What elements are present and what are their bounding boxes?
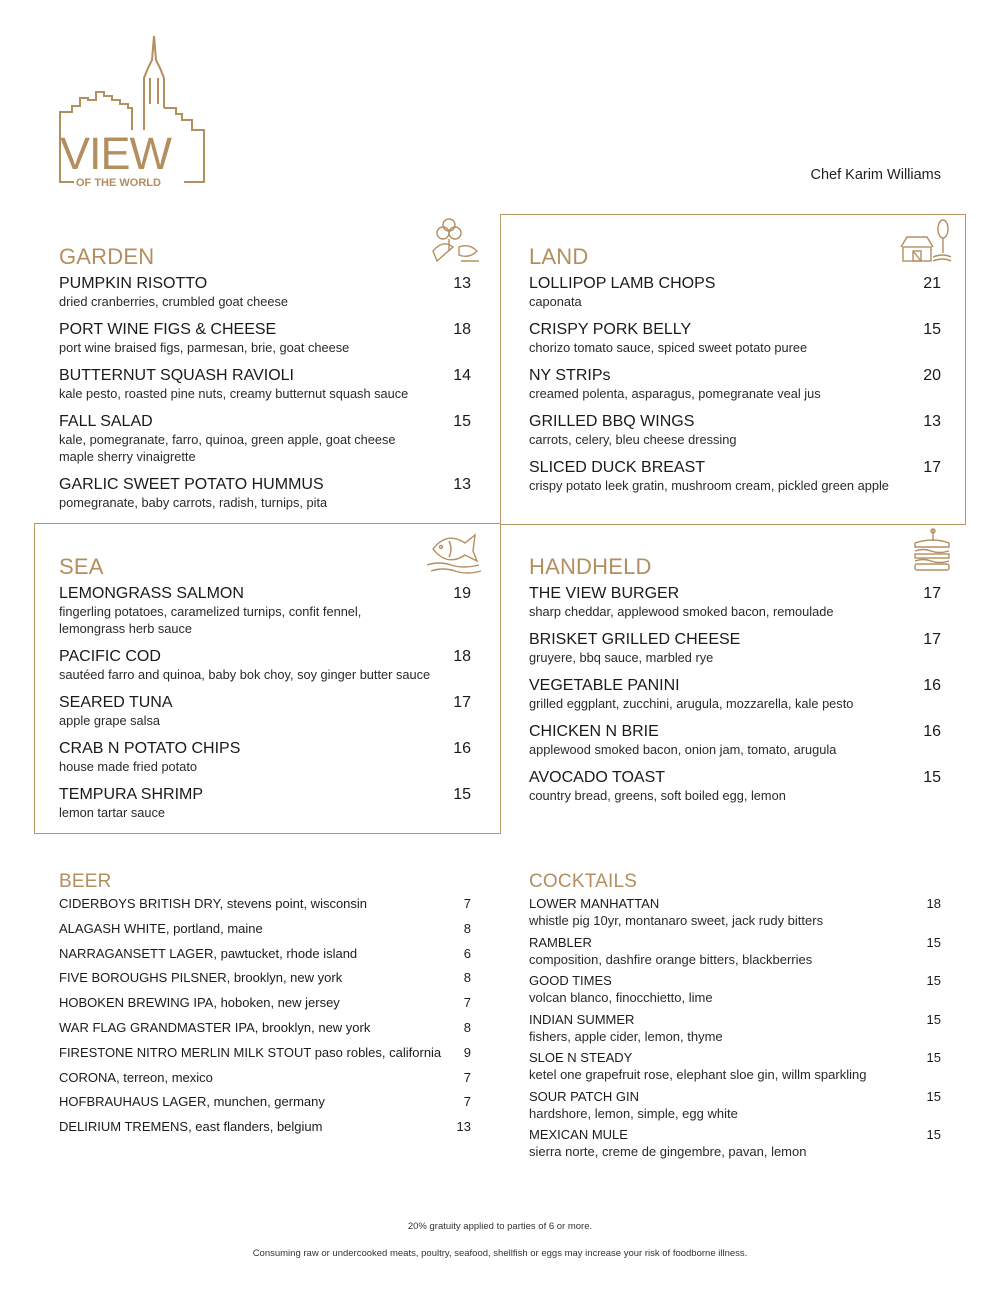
menu-item-price: 19 xyxy=(453,585,471,602)
menu-item-description: apple grape salsa xyxy=(59,713,161,728)
menu-item-header xyxy=(529,677,941,695)
logo-subtitle: OF THE WORLD xyxy=(76,177,161,189)
menu-item-price: 21 xyxy=(923,275,941,292)
cocktail-item xyxy=(529,1050,941,1083)
beer-price: 7 xyxy=(463,995,471,1011)
beer-label xyxy=(59,1070,213,1095)
menu-item xyxy=(59,367,471,402)
menu-item xyxy=(59,321,471,356)
menu-item-description: house made fried potato xyxy=(59,759,198,774)
cocktail-item xyxy=(529,1012,941,1045)
beer-row xyxy=(59,1020,471,1045)
beer-price: 7 xyxy=(463,896,471,911)
beer-label xyxy=(59,970,342,995)
section-title: COCKTAILS xyxy=(529,871,638,892)
beer-label xyxy=(59,1119,322,1144)
menu-item-description-line2: maple sherry vinaigrette xyxy=(59,449,196,464)
menu-item-description: grilled eggplant, zucchini, arugula, mozzarella, kale pesto xyxy=(529,696,854,711)
menu-item-name: THE VIEW BURGER xyxy=(529,585,680,602)
menu-item xyxy=(529,677,941,712)
beer-price: 7 xyxy=(463,1069,471,1085)
menu-item-price: 20 xyxy=(923,367,941,384)
menu-item-header xyxy=(529,413,941,431)
menu-item-name: TEMPURA SHRIMP xyxy=(59,786,204,803)
menu-item-description: pomegranate, baby carrots, radish, turnips, pita xyxy=(59,495,328,510)
menu-item-name: PORT WINE FIGS & CHEESE xyxy=(59,321,277,338)
cocktail-name: MEXICAN MULE xyxy=(529,1127,628,1142)
cocktail-header xyxy=(529,973,941,989)
menu-item-price: 15 xyxy=(453,413,471,430)
beer-origin: , brooklyn, new york xyxy=(254,1019,371,1035)
menu-item-description: port wine braised figs, parmesan, brie, goat cheese xyxy=(59,340,350,355)
beer-row xyxy=(59,970,471,995)
beer-label xyxy=(59,1045,441,1070)
menu-item xyxy=(59,786,471,821)
beer-name: CIDERBOYS BRITISH DRY xyxy=(59,896,220,911)
vegetables-icon xyxy=(423,217,483,265)
cocktail-list xyxy=(529,896,941,1160)
menu-item xyxy=(59,648,471,683)
beer-origin: , portland, maine xyxy=(165,920,263,936)
sea-items xyxy=(59,585,471,821)
cocktail-name: GOOD TIMES xyxy=(529,973,612,988)
menu-item xyxy=(59,476,471,511)
land-section xyxy=(529,243,941,505)
cocktail-item xyxy=(529,935,941,968)
menu-item-price: 18 xyxy=(453,321,471,338)
cocktail-header xyxy=(529,935,941,951)
cocktail-item xyxy=(529,1127,941,1160)
menu-item-description: carrots, celery, bleu cheese dressing xyxy=(529,432,737,447)
foodborne-warning: Consuming raw or undercooked meats, poultry, seafood, shellfish or eggs may increase your risk of foodborne illness. xyxy=(252,1248,748,1259)
menu-item-price: 17 xyxy=(453,694,471,711)
beer-name: HOFBRAUHAUS LAGER xyxy=(59,1094,207,1110)
menu-item xyxy=(59,413,471,465)
section-title: LAND xyxy=(529,244,589,269)
menu-item xyxy=(529,275,941,310)
cocktail-name: SOUR PATCH GIN xyxy=(529,1088,640,1104)
farm-icon xyxy=(893,217,953,265)
beer-name: WAR FLAG GRANDMASTER IPA xyxy=(59,1019,255,1035)
cocktail-description: ketel one grapefruit rose, elephant sloe gin, willm sparkling xyxy=(529,1067,867,1082)
cocktail-name: LOWER MANHATTAN xyxy=(529,896,660,911)
menu-item-price: 17 xyxy=(923,459,941,476)
menu-item-name: SEARED TUNA xyxy=(59,694,173,711)
menu-item-description: chorizo tomato sauce, spiced sweet potato puree xyxy=(529,340,808,355)
menu-item-description: applewood smoked bacon, onion jam, tomato, arugula xyxy=(529,742,837,757)
beer-label xyxy=(59,896,367,921)
cocktail-header xyxy=(529,1050,941,1066)
menu-item-description-line2: lemongrass herb sauce xyxy=(59,621,193,636)
menu-item-name: CRISPY PORK BELLY xyxy=(529,321,692,338)
beer-name: ALAGASH WHITE xyxy=(59,920,166,936)
menu-item xyxy=(529,723,941,758)
sea-section xyxy=(59,553,471,832)
menu-item-header xyxy=(529,631,941,649)
logo-word: VIEW xyxy=(60,128,172,179)
beer-name: FIRESTONE NITRO MERLIN MILK STOUT xyxy=(59,1044,312,1060)
menu-item-name: BRISKET GRILLED CHEESE xyxy=(529,631,741,648)
menu-item-description: country bread, greens, soft boiled egg, lemon xyxy=(529,788,786,803)
cocktail-description: hardshore, lemon, simple, egg white xyxy=(529,1105,738,1121)
menu-item-header xyxy=(59,476,471,494)
beer-price: 6 xyxy=(463,945,471,961)
menu-item-header xyxy=(59,413,471,431)
beer-origin: , pawtucket, rhode island xyxy=(213,945,358,961)
cocktail-header xyxy=(529,1012,941,1028)
beer-price: 7 xyxy=(463,1094,471,1110)
menu-item-description: fingerling potatoes, caramelized turnips, confit fennel, xyxy=(59,604,362,619)
garden-section xyxy=(59,243,471,522)
beer-label xyxy=(59,946,357,971)
beer-name: FIVE BOROUGHS PILSNER xyxy=(59,970,227,986)
cocktail-item xyxy=(529,973,941,1006)
land-items xyxy=(529,275,941,494)
menu-item xyxy=(59,694,471,729)
menu-item-price: 16 xyxy=(923,677,941,694)
menu-item-name: LOLLIPOP LAMB CHOPS xyxy=(529,275,716,292)
cocktail-header xyxy=(529,896,941,912)
beer-row xyxy=(59,946,471,971)
section-title: GARDEN xyxy=(59,244,155,269)
menu-item-name: VEGETABLE PANINI xyxy=(529,677,680,694)
beer-price: 13 xyxy=(456,1119,471,1135)
cocktail-price: 15 xyxy=(926,1127,941,1142)
menu-item xyxy=(529,585,941,620)
handheld-items xyxy=(529,585,941,804)
menu-item xyxy=(529,459,941,494)
menu-item xyxy=(529,321,941,356)
menu-item-description: kale, pomegranate, farro, quinoa, green apple, goat cheese xyxy=(59,432,396,447)
menu-item-description: sautéed farro and quinoa, baby bok choy, soy ginger butter sauce xyxy=(59,667,431,682)
section-title: BEER xyxy=(59,871,112,892)
beer-price: 8 xyxy=(463,920,471,936)
beer-price: 9 xyxy=(463,1044,471,1060)
menu-item-price: 17 xyxy=(923,585,941,602)
menu-item-header xyxy=(59,740,471,758)
menu-item-price: 13 xyxy=(453,275,471,292)
beer-origin: , brooklyn, new york xyxy=(226,970,343,986)
beer-row xyxy=(59,1094,471,1119)
beer-name: CORONA xyxy=(59,1069,117,1085)
restaurant-logo xyxy=(58,34,208,189)
beer-name: DELIRIUM TREMENS xyxy=(59,1119,189,1135)
cocktail-header xyxy=(529,1127,941,1143)
cocktail-name: SLOE N STEADY xyxy=(529,1050,633,1065)
menu-item-header xyxy=(529,367,941,385)
beer-row xyxy=(59,1070,471,1095)
menu-item-price: 14 xyxy=(453,367,471,384)
beer-origin: , stevens point, wisconsin xyxy=(219,896,368,911)
menu-item-price: 15 xyxy=(923,321,941,338)
garden-items xyxy=(59,275,471,511)
beer-row xyxy=(59,896,471,921)
menu-item xyxy=(529,367,941,402)
beer-section xyxy=(59,868,471,1144)
beer-name: HOBOKEN BREWING IPA xyxy=(59,995,214,1011)
menu-item-price: 16 xyxy=(453,740,471,757)
menu-item-price: 18 xyxy=(453,648,471,665)
menu-item-header xyxy=(529,585,941,603)
menu-item-name: CHICKEN N BRIE xyxy=(529,723,659,740)
beer-label xyxy=(59,1094,325,1119)
beer-origin: , hoboken, new jersey xyxy=(213,995,340,1011)
handheld-section xyxy=(529,553,941,815)
menu-item-price: 15 xyxy=(923,769,941,786)
menu-item-name: AVOCADO TOAST xyxy=(529,769,666,786)
menu-item-description: crispy potato leek gratin, mushroom cream, pickled green apple xyxy=(529,478,889,493)
menu-item-name: SLICED DUCK BREAST xyxy=(529,459,706,476)
section-title: HANDHELD xyxy=(529,554,652,579)
cocktail-description: composition, dashfire orange bitters, blackberries xyxy=(529,951,813,967)
cocktail-item xyxy=(529,896,941,929)
menu-item-description: sharp cheddar, applewood smoked bacon, remoulade xyxy=(529,604,834,619)
menu-item-header xyxy=(59,367,471,385)
cocktail-description: fishers, apple cider, lemon, thyme xyxy=(529,1028,723,1044)
menu-item-description: creamed polenta, asparagus, pomegranate veal jus xyxy=(529,386,821,401)
menu-item xyxy=(529,769,941,804)
beer-price: 8 xyxy=(463,1019,471,1035)
menu-item-description: kale pesto, roasted pine nuts, creamy butternut squash sauce xyxy=(59,386,409,401)
menu-item-price: 13 xyxy=(453,476,471,493)
menu-item-description: gruyere, bbq sauce, marbled rye xyxy=(529,650,714,665)
cocktail-item xyxy=(529,1089,941,1122)
cocktails-section xyxy=(529,868,941,1166)
menu-item-price: 15 xyxy=(453,786,471,803)
cocktail-price: 18 xyxy=(926,896,941,911)
beer-origin: , munchen, germany xyxy=(206,1094,325,1110)
menu-item-header xyxy=(59,786,471,804)
menu-item-name: PACIFIC COD xyxy=(59,648,161,665)
cocktail-price: 15 xyxy=(926,1011,941,1027)
beer-name: NARRAGANSETT LAGER xyxy=(59,945,214,961)
menu-item xyxy=(529,413,941,448)
menu-item-name: PUMPKIN RISOTTO xyxy=(59,275,208,292)
menu-item-name: CRAB N POTATO CHIPS xyxy=(59,740,241,757)
cocktail-price: 15 xyxy=(926,1050,941,1065)
menu-item xyxy=(59,275,471,310)
menu-item-description: dried cranberries, crumbled goat cheese xyxy=(59,294,289,309)
sandwich-icon xyxy=(893,527,953,575)
beer-price: 8 xyxy=(463,970,471,986)
menu-item-price: 16 xyxy=(923,723,941,740)
cocktail-price: 15 xyxy=(926,934,941,950)
menu-item-header xyxy=(59,585,471,603)
menu-item-name: FALL SALAD xyxy=(59,413,153,430)
cocktail-description: volcan blanco, finocchietto, lime xyxy=(529,990,713,1005)
menu-item-price: 17 xyxy=(923,631,941,648)
menu-item xyxy=(529,631,941,666)
beer-row xyxy=(59,1045,471,1070)
beer-list xyxy=(59,896,471,1144)
beer-row xyxy=(59,995,471,1020)
menu-item-name: LEMONGRASS SALMON xyxy=(59,585,244,602)
gratuity-note: 20% gratuity applied to parties of 6 or more. xyxy=(407,1221,593,1232)
cocktail-header xyxy=(529,1089,941,1105)
cocktail-name: INDIAN SUMMER xyxy=(529,1011,635,1027)
menu-item-header xyxy=(59,275,471,293)
cocktail-description: sierra norte, creme de gingembre, pavan, lemon xyxy=(529,1144,807,1159)
menu-item-header xyxy=(59,648,471,666)
beer-origin: , terreon, mexico xyxy=(116,1069,213,1085)
menu-item-header xyxy=(529,769,941,787)
beer-label xyxy=(59,1020,370,1045)
menu-item-name: GRILLED BBQ WINGS xyxy=(529,413,695,430)
menu-item-name: NY STRIPs xyxy=(529,367,611,384)
beer-origin: paso robles, california xyxy=(311,1044,442,1060)
beer-origin: , east flanders, belgium xyxy=(188,1119,323,1135)
menu-item-name: BUTTERNUT SQUASH RAVIOLI xyxy=(59,367,294,384)
menu-item-header xyxy=(529,723,941,741)
beer-row xyxy=(59,921,471,946)
menu-item-header xyxy=(529,321,941,339)
cocktail-price: 15 xyxy=(926,973,941,988)
beer-row xyxy=(59,1119,471,1144)
menu-item-name: GARLIC SWEET POTATO HUMMUS xyxy=(59,476,324,493)
chef-name: Chef Karim Williams xyxy=(810,167,941,183)
menu-item-price: 13 xyxy=(923,413,941,430)
menu-item xyxy=(59,740,471,775)
menu-item xyxy=(59,585,471,637)
beer-label xyxy=(59,921,263,946)
beer-label xyxy=(59,995,340,1020)
menu-item-header xyxy=(59,321,471,339)
cocktail-description: whistle pig 10yr, montanaro sweet, jack rudy bitters xyxy=(529,913,824,928)
menu-item-header xyxy=(529,459,941,477)
menu-item-header xyxy=(59,694,471,712)
cocktail-name: RAMBLER xyxy=(529,934,592,950)
fish-icon xyxy=(423,527,483,575)
menu-item-description: caponata xyxy=(529,294,582,309)
menu-item-header xyxy=(529,275,941,293)
cocktail-price: 15 xyxy=(926,1088,941,1104)
menu-item-description: lemon tartar sauce xyxy=(59,805,165,820)
section-title: SEA xyxy=(59,554,104,579)
